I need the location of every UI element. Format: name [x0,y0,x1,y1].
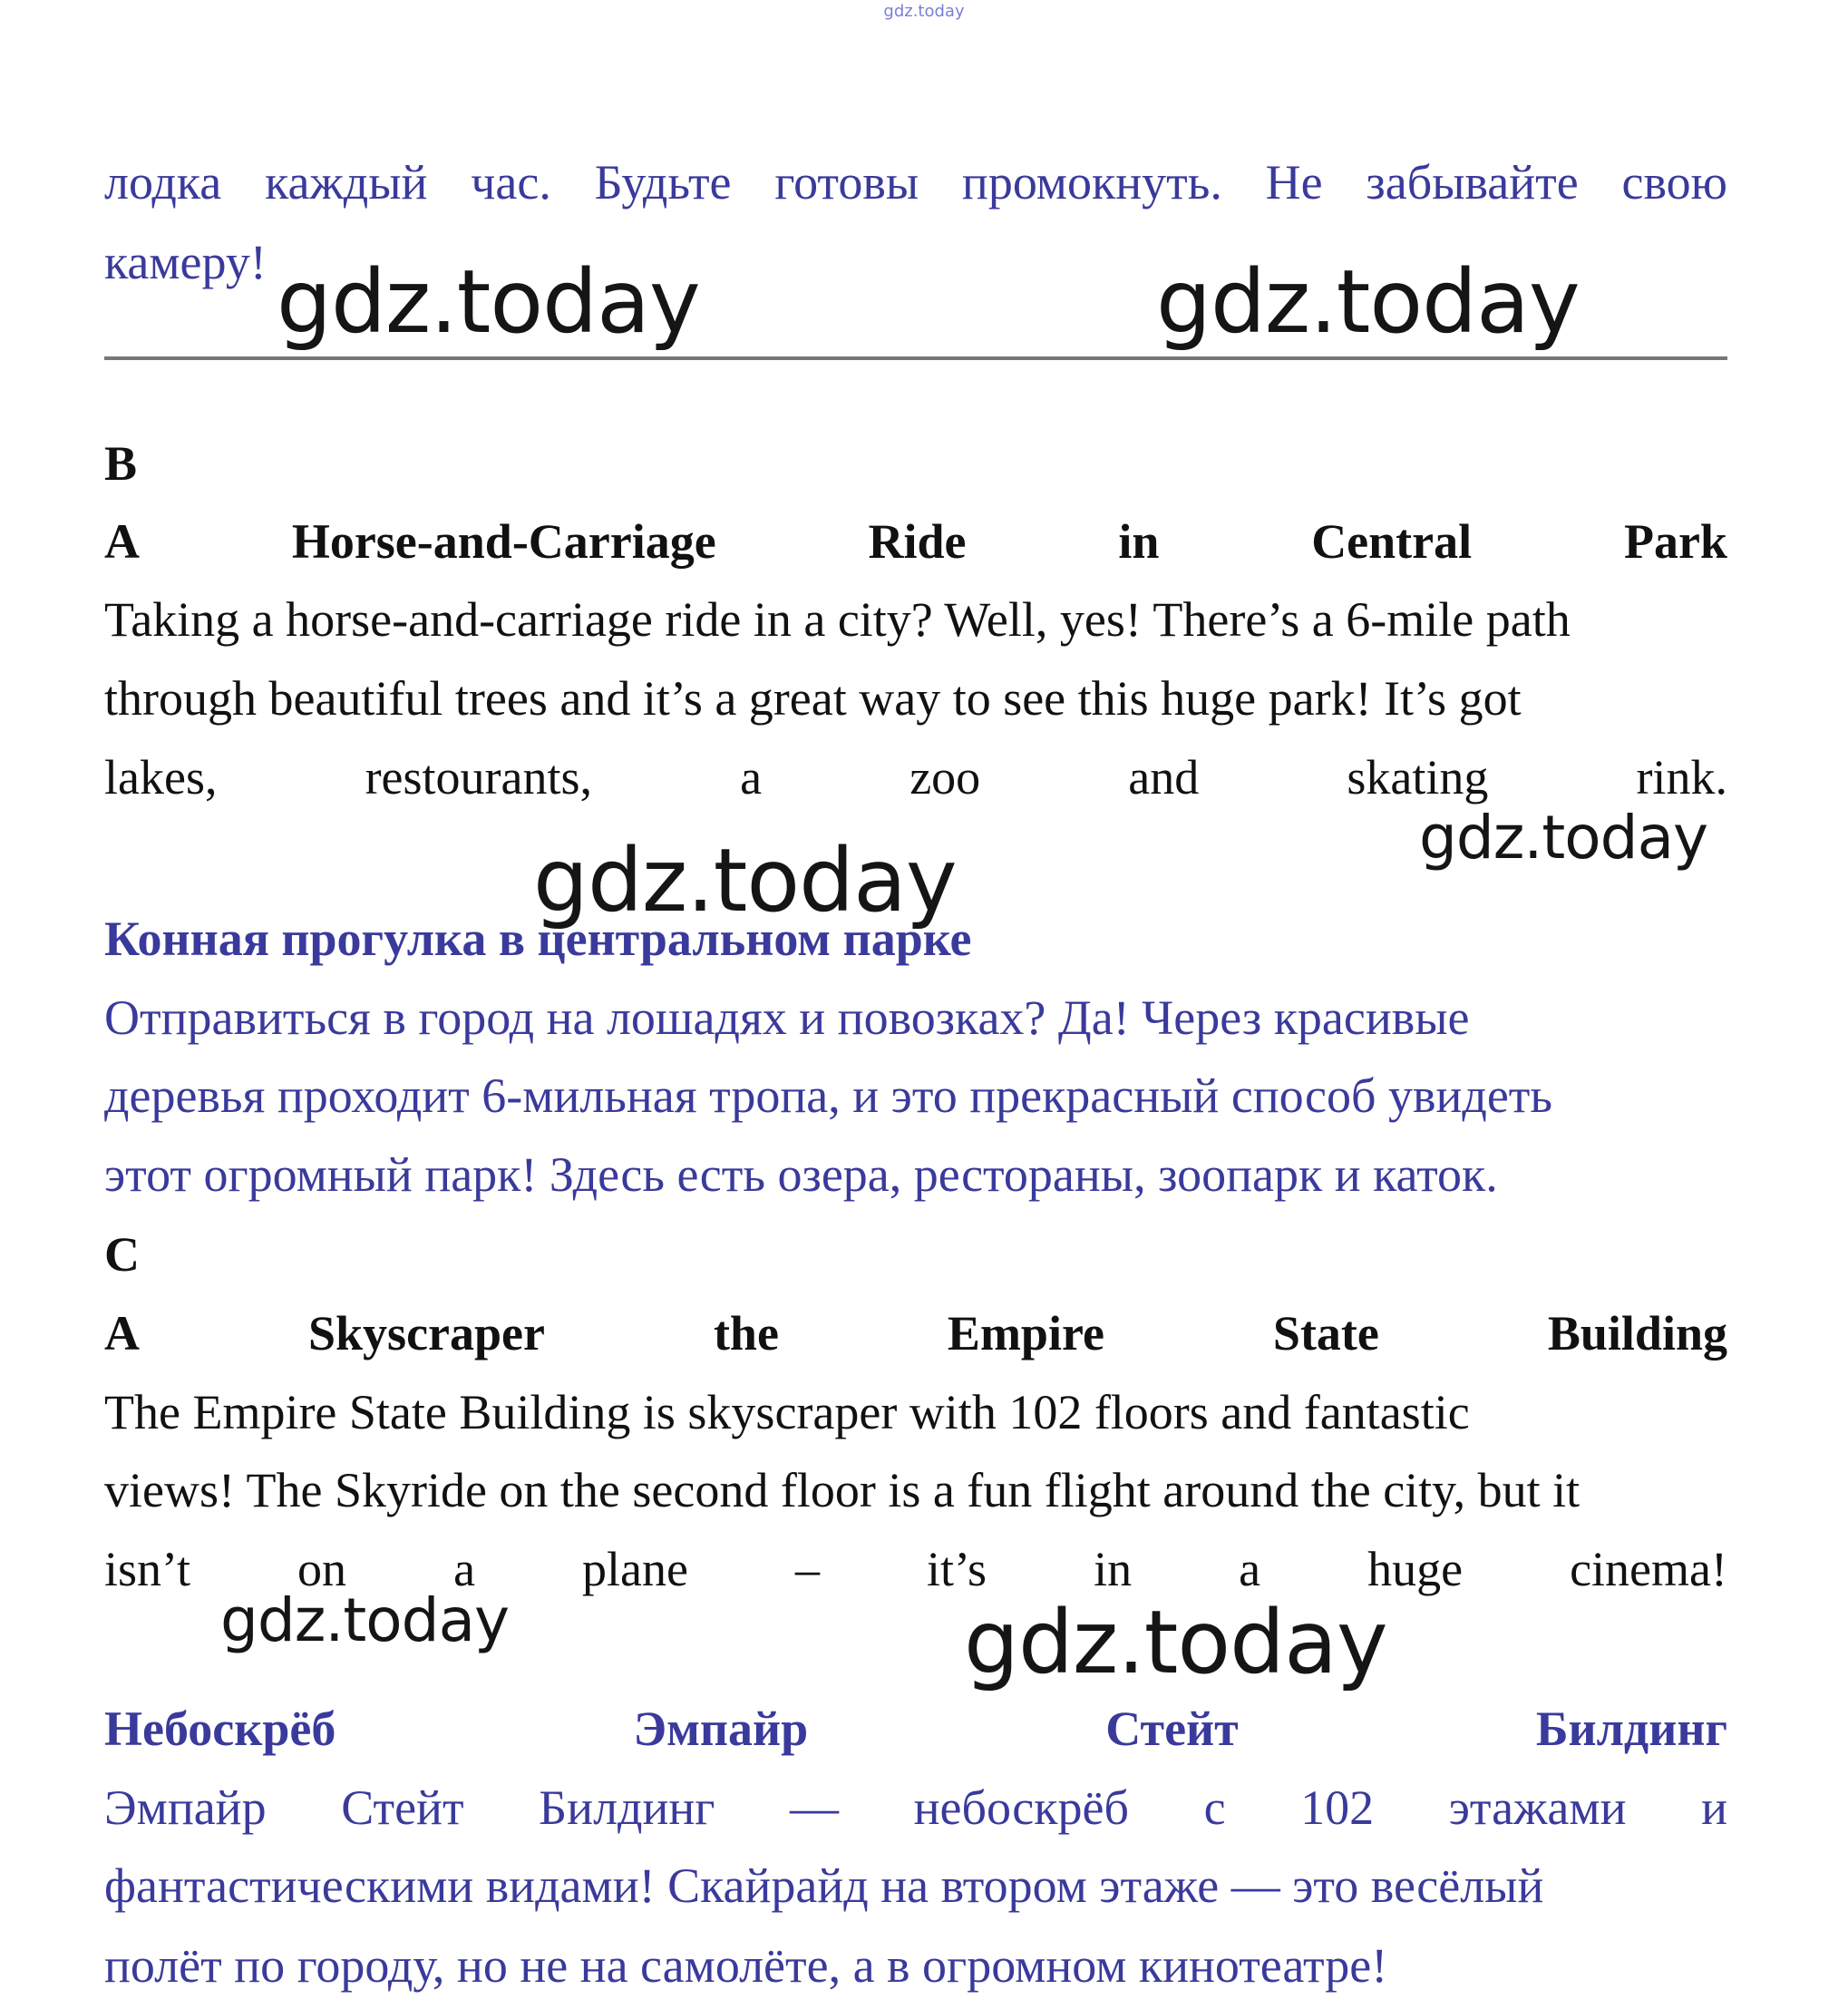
word: in [1094,1542,1133,1596]
word: и [1701,1780,1727,1835]
word: it’s [927,1542,987,1596]
word: Horse-and-Carriage [291,514,716,569]
word: Skyscraper [307,1306,545,1360]
en-text-c2: views! The Skyride on the second floor is a fun flight around the city, but it [104,1463,1581,1517]
section-b-letter: B [104,436,138,491]
word: on [297,1542,347,1596]
word: State [1272,1306,1379,1360]
word: свою [1621,155,1727,210]
word: забывайте [1366,155,1579,210]
ru-title-c [104,1701,1727,1757]
word: лодка [104,155,222,210]
word: skating [1347,750,1489,805]
en-text-b1: Taking a horse-and-carriage ride in a city? Well, yes! There’s a 6-mile path [104,592,1571,647]
word: A [104,1306,140,1360]
word: Building [1547,1306,1727,1360]
word: каждый [265,155,428,210]
word: isn’t [104,1542,191,1596]
word: cinema! [1570,1542,1727,1596]
watermark-4: gdz.today [533,830,957,931]
word: Empire [947,1306,1104,1360]
word: a [453,1542,476,1596]
word: 102 [1300,1780,1375,1835]
en-text-b2: through beautiful trees and it’s a great way to see this huge park! It’s got [104,671,1522,726]
word: этажами [1448,1780,1627,1835]
ru-line-a1 [104,154,1727,210]
word: lakes, [104,750,218,805]
ru-line-a2: камеру! [104,235,267,289]
word: huge [1367,1542,1464,1596]
word: Ride [868,514,967,569]
word: Эмпайр [104,1780,267,1835]
word: Билдинг [1535,1702,1727,1756]
word: rink. [1636,750,1727,805]
word: Небоскрёб [104,1702,336,1756]
word: готовы [774,155,919,210]
ru-text-b3: этот огромный парк! Здесь есть озера, рестораны, зоопарк и каток. [104,1147,1498,1202]
word: Эмпайр [633,1702,809,1756]
word: Будьте [594,155,732,210]
word: Стейт [341,1780,464,1835]
word: – [795,1542,821,1596]
word: Central [1311,514,1473,569]
en-text-c1: The Empire State Building is skyscraper with 102 floors and fantastic [104,1385,1470,1439]
word: небоскрёб [913,1780,1129,1835]
word: Park [1623,514,1727,569]
watermark-5: gdz.today [220,1585,510,1655]
word: a [1239,1542,1261,1596]
word: the [713,1306,779,1360]
ru-text-b1: Отправиться в город на лошадях и повозках? Да! Через красивые [104,990,1470,1045]
word: с [1203,1780,1226,1835]
divider-line [104,356,1727,360]
watermark-1: gdz.today [277,251,700,353]
word: Билдинг [539,1780,715,1835]
watermark-3: gdz.today [1419,803,1708,873]
word: A [104,514,140,569]
word: промокнуть. [961,155,1222,210]
word: Стейт [1105,1702,1239,1756]
ru-text-c2: фантастическими видами! Скайрайд на втором этаже — это весёлый [104,1858,1544,1913]
ru-text-c1 [104,1780,1727,1836]
ru-title-b: Конная прогулка в центральном парке [104,912,972,966]
en-text-b3 [104,749,1727,805]
word: — [790,1780,840,1835]
word: Не [1265,155,1323,210]
watermark-2: gdz.today [1156,251,1580,353]
word: restourants, [365,750,592,805]
word: zoo [909,750,981,805]
word: plane [582,1542,688,1596]
ru-text-b2: деревья проходит 6-мильная тропа, и это прекрасный способ увидеть [104,1068,1553,1123]
word: and [1128,750,1200,805]
word: час. [471,155,551,210]
watermark-top: gdz.today [883,2,965,21]
section-c-title [104,1305,1727,1361]
word: in [1118,514,1160,569]
ru-text-c3: полёт по городу, но не на самолёте, а в огромном кинотеатре! [104,1938,1388,1993]
word: a [740,750,763,805]
section-b-title [104,513,1727,570]
section-c-letter: C [104,1227,140,1282]
watermark-6: gdz.today [964,1592,1387,1693]
